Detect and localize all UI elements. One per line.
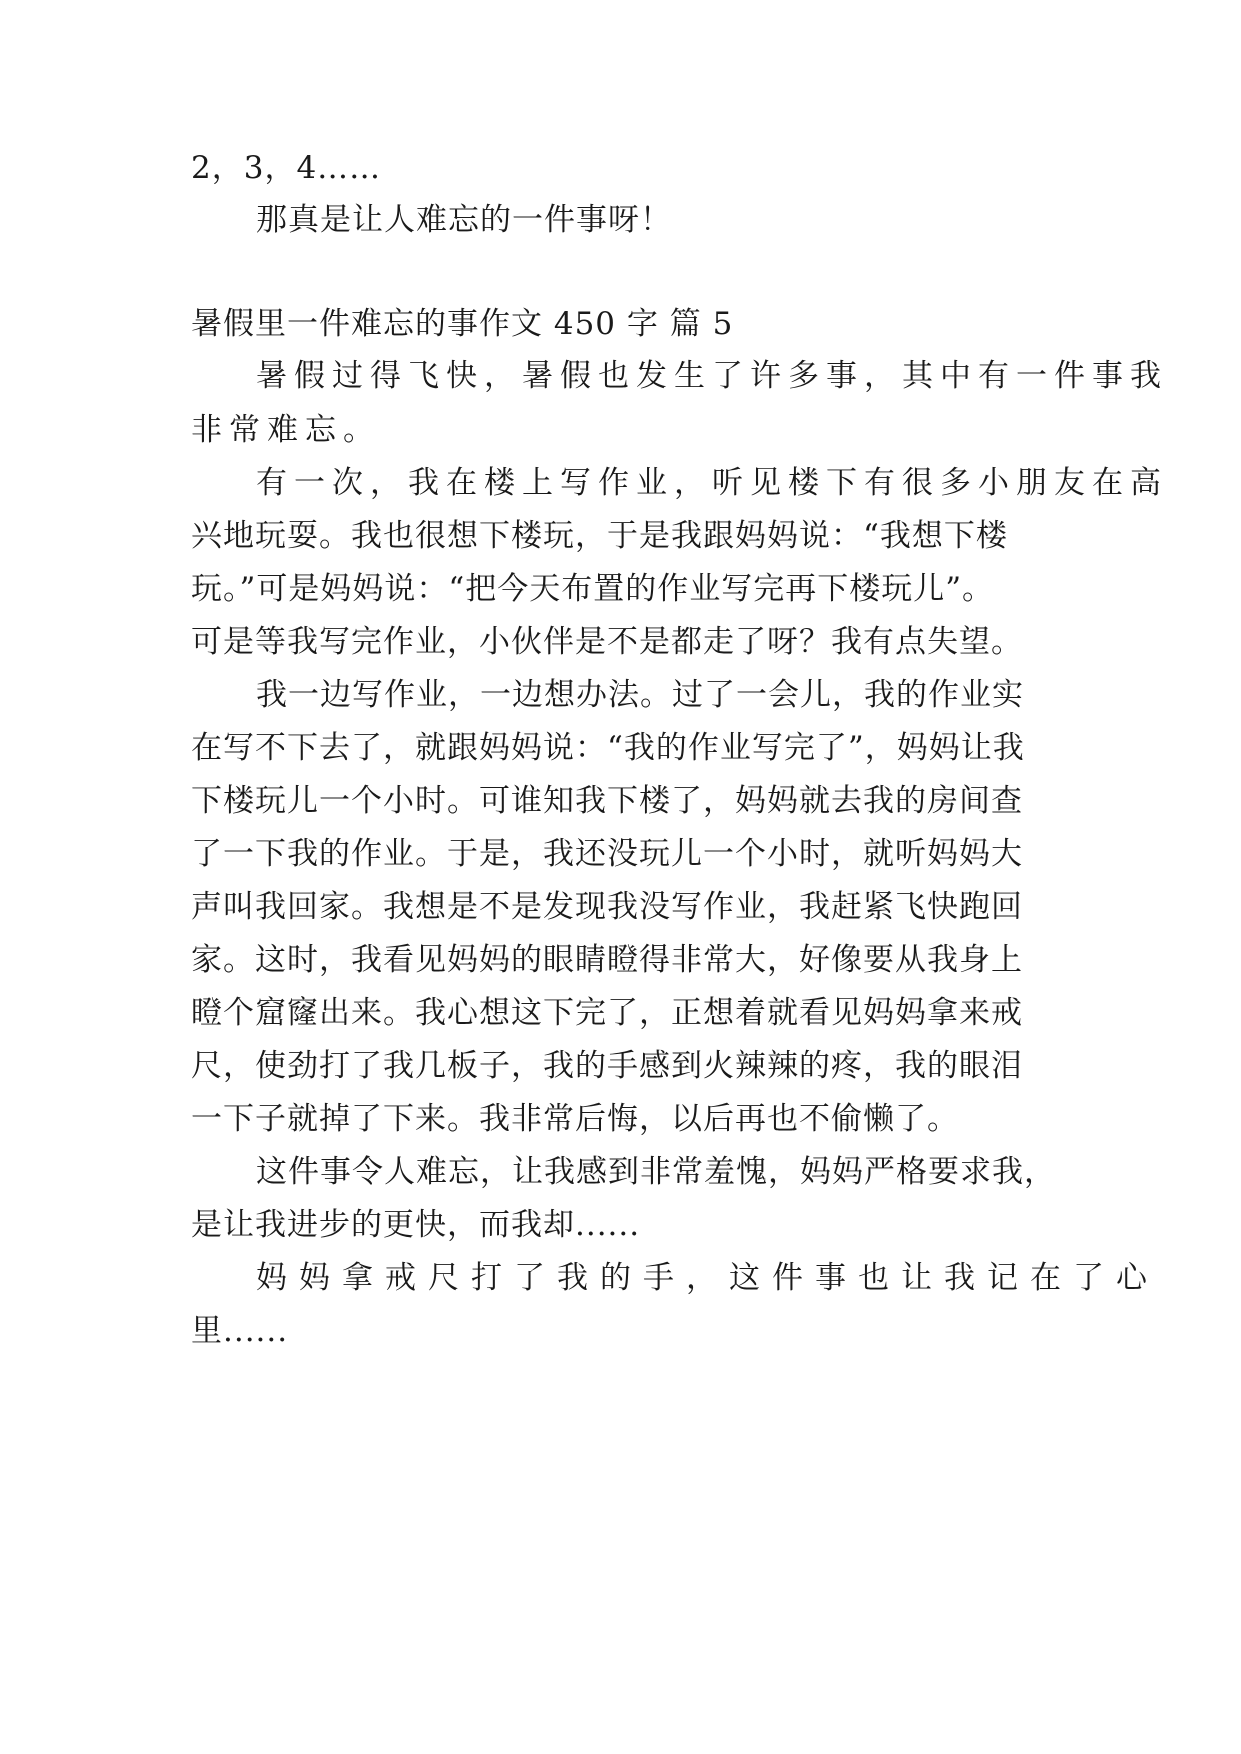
paragraph-3-line-3: 下楼玩儿一个小时。可谁知我下楼了，妈妈就去我的房间查 (191, 783, 1023, 819)
paragraph-5-line-2: 里...... (191, 1313, 289, 1349)
paragraph-5-line-1: 妈妈拿戒尺打了我的手，这件事也让我记在了心 (256, 1260, 1159, 1296)
text-line-closing: 那真是让人难忘的一件事呀！ (256, 202, 672, 238)
paragraph-3-line-5: 声叫我回家。我想是不是发现我没写作业，我赶紧飞快跑回 (191, 889, 1023, 925)
paragraph-1-line-2: 非常难忘。 (191, 412, 381, 448)
paragraph-4-line-1: 这件事令人难忘，让我感到非常羞愧，妈妈严格要求我， (256, 1154, 1056, 1190)
paragraph-3-line-2: 在写不下去了，就跟妈妈说：“我的作业写完了”，妈妈让我 (191, 730, 1025, 766)
paragraph-2-line-1: 有一次，我在楼上写作业，听见楼下有很多小朋友在高 (256, 465, 1168, 501)
essay-heading: 暑假里一件难忘的事作文 450 字 篇 5 (191, 306, 734, 342)
paragraph-1-line-1: 暑假过得飞快，暑假也发生了许多事，其中有一件事我 (256, 358, 1168, 394)
paragraph-3-line-1: 我一边写作业，一边想办法。过了一会儿，我的作业实 (256, 677, 1024, 713)
text-line-continuation: 2，3，4…… (191, 150, 382, 186)
paragraph-3-line-8: 尺，使劲打了我几板子，我的手感到火辣辣的疼，我的眼泪 (191, 1048, 1023, 1084)
paragraph-4-line-2: 是让我进步的更快，而我却...... (191, 1207, 641, 1243)
paragraph-3-line-6: 家。这时，我看见妈妈的眼睛瞪得非常大，好像要从我身上 (191, 942, 1023, 978)
paragraph-3-line-7: 瞪个窟窿出来。我心想这下完了，正想着就看见妈妈拿来戒 (191, 995, 1023, 1031)
paragraph-3-line-9: 一下子就掉了下来。我非常后悔，以后再也不偷懒了。 (191, 1101, 959, 1137)
paragraph-3-line-4: 了一下我的作业。于是，我还没玩儿一个小时，就听妈妈大 (191, 836, 1023, 872)
paragraph-2-line-3: 玩。”可是妈妈说：“把今天布置的作业写完再下楼玩儿”。 (191, 571, 995, 607)
paragraph-2-line-4: 可是等我写完作业，小伙伴是不是都走了呀？我有点失望。 (191, 624, 1023, 660)
paragraph-2-line-2: 兴地玩耍。我也很想下楼玩，于是我跟妈妈说：“我想下楼 (191, 518, 1008, 554)
